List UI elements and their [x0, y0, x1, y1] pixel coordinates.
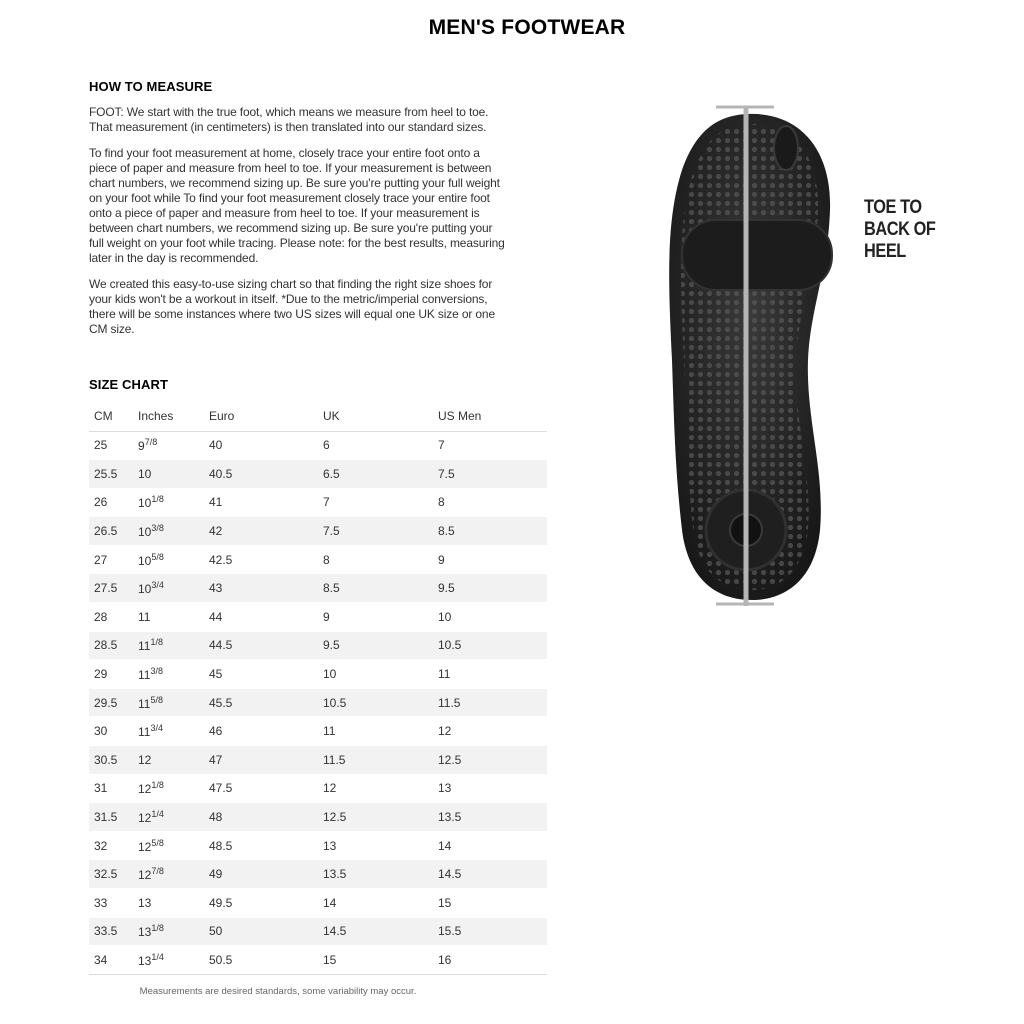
- table-row: [89, 803, 547, 832]
- inches-fraction: 1/4: [151, 951, 164, 962]
- cell-inches: [133, 545, 204, 574]
- cell-us-men: 12.5: [433, 746, 547, 775]
- cell-cm: 27.5: [89, 574, 133, 603]
- cell-uk: 13.5: [318, 860, 433, 889]
- cell-cm: 30.5: [89, 746, 133, 775]
- table-header-row: [89, 402, 547, 431]
- cell-inches: [133, 917, 204, 946]
- table-row: [89, 831, 547, 860]
- inches-fraction: 3/8: [151, 523, 164, 534]
- cell-cm: 32: [89, 831, 133, 860]
- cell-cm: 29: [89, 660, 133, 689]
- inches-fraction: 7/8: [151, 866, 164, 877]
- cell-inches: [133, 488, 204, 517]
- cell-euro: 42.5: [204, 545, 318, 574]
- cell-us-men: 12: [433, 717, 547, 746]
- cell-cm: 33: [89, 889, 133, 918]
- cell-euro: 48.5: [204, 831, 318, 860]
- cell-uk: 15: [318, 946, 433, 975]
- inches-fraction: 5/8: [150, 694, 163, 705]
- cell-us-men: 10: [433, 603, 547, 632]
- cell-cm: 27: [89, 545, 133, 574]
- cell-us-men: 9: [433, 545, 547, 574]
- cell-us-men: 7.5: [433, 460, 547, 489]
- inches-whole: 12: [138, 782, 152, 797]
- cell-inches: [133, 460, 204, 489]
- cell-us-men: 14.5: [433, 860, 547, 889]
- size-chart-table: [89, 402, 547, 975]
- shoe-sole-icon: [660, 100, 840, 612]
- measure-paragraph: We created this easy-to-use sizing chart so that finding the right size shoes for your kids won't be a workout in itself. *Due to the metric/imperial conversions, there will be some instances where two US sizes will equal one UK size or one CM size.: [89, 277, 495, 336]
- inches-fraction: 3/4: [150, 723, 163, 734]
- inches-fraction: 1/8: [150, 637, 163, 648]
- cell-us-men: 15.5: [433, 917, 547, 946]
- inches-whole: 12: [138, 868, 152, 883]
- cell-uk: 11: [318, 717, 433, 746]
- inches-whole: 10: [138, 525, 152, 540]
- table-row: [89, 660, 547, 689]
- inches-whole: 11: [138, 668, 151, 683]
- inches-whole: 12: [138, 839, 152, 854]
- table-row: [89, 603, 547, 632]
- table-row: [89, 688, 547, 717]
- cell-us-men: 11.5: [433, 688, 547, 717]
- cell-cm: 25.5: [89, 460, 133, 489]
- inches-fraction: 5/8: [151, 837, 164, 848]
- table-row: [89, 431, 547, 460]
- table-row: [89, 860, 547, 889]
- measure-paragraph: To find your foot measurement at home, closely trace your entire foot onto a piece of paper and measure from heel to toe. If your measurement is between chart numbers, we recommend sizing up. Be sure you're putting your full weight on your foot while To find your foot measurement closely trace your entire foot onto a piece of paper and measure from heel to toe. If your measurement is between chart numbers, we recommend sizing up. Be sure you're putting your full weight on your foot while tracing. Please note: for the best results, measuring later in the day is recommended.: [89, 146, 505, 265]
- cell-uk: 6: [318, 431, 433, 460]
- table-row: [89, 545, 547, 574]
- cell-inches: [133, 603, 204, 632]
- cell-euro: 50: [204, 917, 318, 946]
- inches-fraction: 7/8: [144, 437, 158, 448]
- cell-cm: 26.5: [89, 517, 133, 546]
- size-chart-heading: SIZE CHART: [89, 377, 168, 392]
- cell-inches: [133, 717, 204, 746]
- toe-to-heel-label: [864, 197, 959, 263]
- column-header-us-men: US Men: [433, 402, 547, 431]
- inches-whole: 12: [138, 811, 152, 826]
- inches-whole: 11: [138, 725, 151, 740]
- cell-us-men: 15: [433, 889, 547, 918]
- cell-cm: 25: [89, 431, 133, 460]
- how-to-measure-text: [89, 105, 505, 348]
- inches-fraction: 3/8: [150, 666, 163, 677]
- size-chart-footnote: Measurements are desired standards, some variability may occur.: [139, 986, 417, 997]
- inches-fraction: 5/8: [151, 551, 164, 562]
- inches-whole: 13: [138, 953, 152, 968]
- cell-inches: [133, 774, 204, 803]
- cell-inches: [133, 860, 204, 889]
- cell-cm: 34: [89, 946, 133, 975]
- cell-cm: 28.5: [89, 631, 133, 660]
- cell-euro: 47: [204, 746, 318, 775]
- cell-cm: 31: [89, 774, 133, 803]
- cell-euro: 47.5: [204, 774, 318, 803]
- cell-euro: 40.5: [204, 460, 318, 489]
- inches-fraction: 3/4: [151, 580, 164, 591]
- label-line: BACK OF: [864, 219, 936, 240]
- cell-cm: 29.5: [89, 688, 133, 717]
- inches-whole: 11: [138, 639, 151, 654]
- table-row: [89, 774, 547, 803]
- table-row: [89, 517, 547, 546]
- inches-fraction: 1/4: [151, 809, 164, 820]
- cell-inches: [133, 688, 204, 717]
- cell-cm: 28: [89, 603, 133, 632]
- cell-us-men: 16: [433, 946, 547, 975]
- cell-uk: 14.5: [318, 917, 433, 946]
- cell-uk: 10.5: [318, 688, 433, 717]
- cell-inches: [133, 889, 204, 918]
- column-header-cm: CM: [89, 402, 133, 431]
- inches-fraction: 1/8: [151, 494, 164, 505]
- measure-paragraph: FOOT: We start with the true foot, which means we measure from heel to toe. That measurement (in centimeters) is then translated into our standard sizes.: [89, 105, 489, 134]
- cell-inches: [133, 803, 204, 832]
- cell-uk: 14: [318, 889, 433, 918]
- cell-euro: 48: [204, 803, 318, 832]
- cell-us-men: 13: [433, 774, 547, 803]
- cell-euro: 49: [204, 860, 318, 889]
- cell-uk: 8: [318, 545, 433, 574]
- inches-whole: 13: [138, 895, 152, 910]
- cell-uk: 6.5: [318, 460, 433, 489]
- cell-inches: [133, 517, 204, 546]
- cell-uk: 12: [318, 774, 433, 803]
- inches-whole: 11: [138, 696, 151, 711]
- cell-euro: 50.5: [204, 946, 318, 975]
- cell-cm: 31.5: [89, 803, 133, 832]
- cell-uk: 11.5: [318, 746, 433, 775]
- inches-whole: 10: [138, 496, 152, 511]
- inches-whole: 10: [138, 466, 152, 481]
- cell-euro: 44: [204, 603, 318, 632]
- column-header-euro: Euro: [204, 402, 318, 431]
- column-header-inches: Inches: [133, 402, 204, 431]
- cell-us-men: 14: [433, 831, 547, 860]
- cell-us-men: 7: [433, 431, 547, 460]
- cell-euro: 41: [204, 488, 318, 517]
- label-line: TOE TO: [864, 197, 922, 218]
- cell-cm: 32.5: [89, 860, 133, 889]
- cell-inches: [133, 831, 204, 860]
- table-row: [89, 946, 547, 975]
- cell-uk: 9.5: [318, 631, 433, 660]
- table-row: [89, 889, 547, 918]
- cell-uk: 10: [318, 660, 433, 689]
- cell-inches: [133, 946, 204, 975]
- how-to-measure-heading: HOW TO MEASURE: [89, 79, 213, 94]
- cell-euro: 46: [204, 717, 318, 746]
- column-header-uk: UK: [318, 402, 433, 431]
- cell-uk: 12.5: [318, 803, 433, 832]
- cell-euro: 40: [204, 431, 318, 460]
- table-row: [89, 488, 547, 517]
- label-line: HEEL: [864, 241, 906, 262]
- cell-euro: 49.5: [204, 889, 318, 918]
- inches-whole: 11: [138, 609, 151, 624]
- cell-uk: 8.5: [318, 574, 433, 603]
- page-title: MEN'S FOOTWEAR: [428, 16, 626, 39]
- cell-uk: 13: [318, 831, 433, 860]
- table-row: [89, 460, 547, 489]
- cell-us-men: 9.5: [433, 574, 547, 603]
- cell-uk: 7: [318, 488, 433, 517]
- cell-inches: [133, 431, 204, 460]
- inches-whole: 10: [138, 553, 152, 568]
- table-row: [89, 917, 547, 946]
- inches-whole: 12: [138, 752, 152, 767]
- inches-fraction: 1/8: [151, 923, 164, 934]
- cell-us-men: 13.5: [433, 803, 547, 832]
- cell-us-men: 10.5: [433, 631, 547, 660]
- cell-uk: 9: [318, 603, 433, 632]
- table-row: [89, 746, 547, 775]
- cell-inches: [133, 574, 204, 603]
- size-chart-body: [89, 431, 547, 974]
- inches-whole: 13: [138, 925, 152, 940]
- cell-us-men: 11: [433, 660, 547, 689]
- inches-whole: 10: [138, 582, 152, 597]
- cell-euro: 45.5: [204, 688, 318, 717]
- cell-euro: 43: [204, 574, 318, 603]
- table-row: [89, 717, 547, 746]
- cell-cm: 30: [89, 717, 133, 746]
- cell-us-men: 8.5: [433, 517, 547, 546]
- inches-fraction: 1/8: [151, 780, 164, 791]
- cell-cm: 33.5: [89, 917, 133, 946]
- cell-euro: 42: [204, 517, 318, 546]
- cell-euro: 44.5: [204, 631, 318, 660]
- cell-euro: 45: [204, 660, 318, 689]
- cell-uk: 7.5: [318, 517, 433, 546]
- table-row: [89, 631, 547, 660]
- cell-inches: [133, 746, 204, 775]
- cell-inches: [133, 631, 204, 660]
- table-row: [89, 574, 547, 603]
- cell-inches: [133, 660, 204, 689]
- cell-us-men: 8: [433, 488, 547, 517]
- cell-cm: 26: [89, 488, 133, 517]
- inches-whole: 9: [138, 439, 145, 454]
